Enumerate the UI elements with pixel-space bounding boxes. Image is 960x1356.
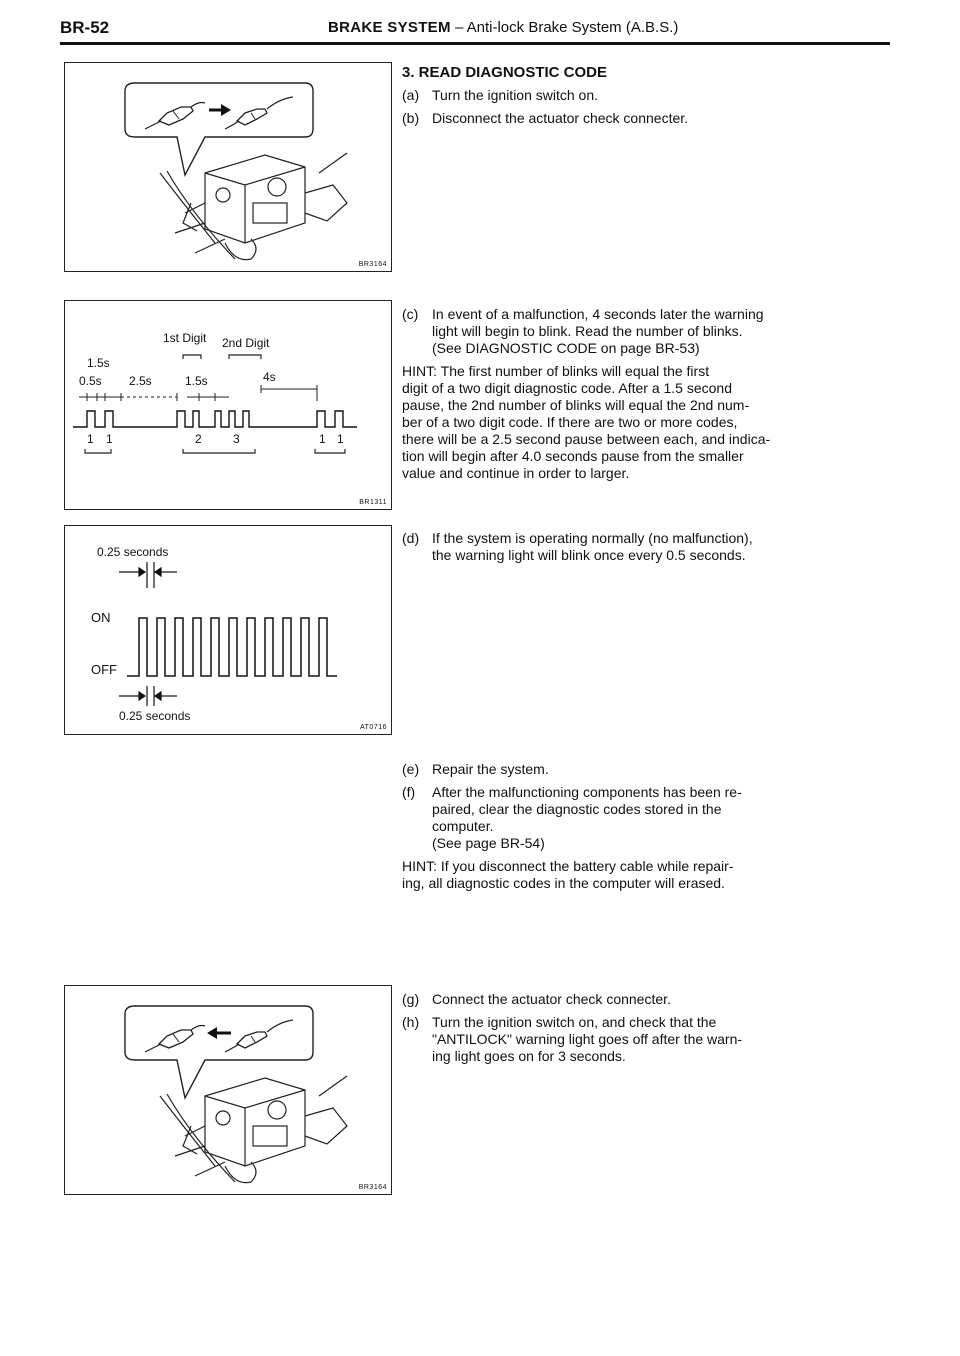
- step-title: 3. READ DIAGNOSTIC CODE: [402, 64, 608, 81]
- figure-blink-timing: [64, 300, 392, 510]
- step-d-line-1: If the system is operating normally (no malfunction),: [432, 530, 753, 546]
- connector-left-icon: [145, 103, 205, 130]
- connector-connect-illustration: [65, 986, 393, 1196]
- step-f-label: (f): [402, 784, 416, 800]
- step-a: [402, 87, 892, 104]
- page-title-bold: BRAKE SYSTEM: [328, 19, 451, 36]
- step-b: [402, 110, 892, 127]
- connector-right-icon: [225, 1020, 293, 1052]
- step-f-line-1: After the malfunctioning components has been re-: [432, 784, 742, 800]
- hint2-line-1: HINT: If you disconnect the battery cable while repair-: [402, 858, 734, 874]
- figure-code: BR3164: [358, 1184, 387, 1191]
- step-3-intro: [402, 64, 892, 127]
- step-b-label: (b): [402, 110, 420, 126]
- figure-code: AT0716: [360, 724, 387, 731]
- step-e: [402, 761, 892, 778]
- step-c-block: [402, 306, 892, 482]
- connector-disconnect-illustration: [65, 63, 393, 273]
- step-e-text: Repair the system.: [432, 761, 549, 777]
- step-f-line-3: computer.: [432, 818, 494, 834]
- step-a-label: (a): [402, 87, 420, 103]
- hint1-line-5: there will be a 2.5 second pause between each, and indica-: [402, 431, 771, 447]
- step-d: [402, 530, 892, 564]
- connector-left-icon: [145, 1026, 205, 1053]
- label-bottom-seconds: 0.25 seconds: [119, 709, 191, 723]
- count-c2: 1: [337, 432, 344, 446]
- blink-pulse-train: [73, 411, 357, 427]
- step-d-block: [402, 530, 892, 564]
- hint1-line-4: ber of a two digit code. If there are two or more codes,: [402, 414, 738, 430]
- count-b2: 3: [233, 432, 240, 446]
- hint-battery: [402, 858, 892, 892]
- label-off: OFF: [91, 662, 117, 677]
- step-h-line-1: Turn the ignition switch on, and check that the: [432, 1014, 717, 1030]
- normal-pulse-train: [127, 618, 337, 676]
- header-rule: [60, 42, 890, 45]
- figure-code: BR1311: [359, 499, 387, 506]
- step-g-h-block: [402, 991, 892, 1065]
- label-top-seconds: 0.25 seconds: [97, 545, 169, 559]
- hint-blink-codes: [402, 363, 892, 482]
- count-c1: 1: [319, 432, 326, 446]
- label-on: ON: [91, 610, 111, 625]
- step-b-text: Disconnect the actuator check connecter.: [432, 110, 689, 126]
- step-c-label: (c): [402, 306, 419, 322]
- page-header: [60, 18, 890, 40]
- hint2-line-2: ing, all diagnostic codes in the computer will erased.: [402, 875, 725, 891]
- label-first-digit: 1st Digit: [163, 331, 207, 345]
- page-title: [328, 19, 678, 36]
- blink-timing-diagram: [65, 301, 393, 511]
- step-d-line-2: the warning light will blink once every 0.5 seconds.: [432, 547, 746, 563]
- step-h-line-3: ing light goes on for 3 seconds.: [432, 1048, 626, 1064]
- count-a1: 1: [87, 432, 94, 446]
- step-c-line-1: In event of a malfunction, 4 seconds later the warning: [432, 306, 764, 322]
- normal-blink-diagram: [65, 526, 393, 736]
- hint1-line-6: tion will begin after 4.0 seconds pause from the smaller: [402, 448, 744, 464]
- figure-normal-blink: [64, 525, 392, 735]
- step-c-line-3: (See DIAGNOSTIC CODE on page BR-53): [432, 340, 700, 356]
- step-h-line-2: "ANTILOCK" warning light goes off after the warn-: [432, 1031, 743, 1047]
- label-0-5s: 0.5s: [79, 374, 102, 388]
- page-title-rest: – Anti-lock Brake System (A.B.S.): [454, 19, 679, 36]
- hint1-line-2: digit of a two digit diagnostic code. After a 1.5 second: [402, 380, 732, 396]
- step-g: [402, 991, 892, 1008]
- step-c-line-2: light will begin to blink. Read the number of blinks.: [432, 323, 743, 339]
- hint1-line-1: HINT: The first number of blinks will equal the first: [402, 363, 710, 379]
- step-e-f-block: [402, 761, 892, 892]
- figure-disconnect-connector: [64, 62, 392, 272]
- figure-connect-connector: [64, 985, 392, 1195]
- label-second-digit: 2nd Digit: [222, 336, 270, 350]
- hint1-line-7: value and continue in order to larger.: [402, 465, 630, 481]
- step-f-line-4: (See page BR-54): [432, 835, 545, 851]
- arrow-left-icon: [207, 1027, 231, 1039]
- step-g-label: (g): [402, 991, 420, 1007]
- step-d-label: (d): [402, 530, 420, 546]
- step-h-label: (h): [402, 1014, 420, 1030]
- step-g-text: Connect the actuator check connecter.: [432, 991, 671, 1007]
- hint1-line-3: pause, the 2nd number of blinks will equal the 2nd num-: [402, 397, 750, 413]
- step-h: [402, 1014, 892, 1065]
- step-c: [402, 306, 892, 357]
- connector-right-icon: [225, 97, 293, 129]
- figure-code: BR3164: [358, 261, 387, 268]
- step-a-text: Turn the ignition switch on.: [432, 87, 599, 103]
- count-a2: 1: [106, 432, 113, 446]
- step-f-line-2: paired, clear the diagnostic codes stored in the: [432, 801, 722, 817]
- step-f: [402, 784, 892, 852]
- label-1-5s-mid: 1.5s: [185, 374, 208, 388]
- label-2-5s: 2.5s: [129, 374, 152, 388]
- label-4s: 4s: [263, 370, 276, 384]
- count-b1: 2: [195, 432, 202, 446]
- step-e-label: (e): [402, 761, 420, 777]
- arrow-right-icon: [209, 104, 231, 116]
- page-code: BR-52: [60, 18, 110, 37]
- label-1-5s-top: 1.5s: [87, 356, 110, 370]
